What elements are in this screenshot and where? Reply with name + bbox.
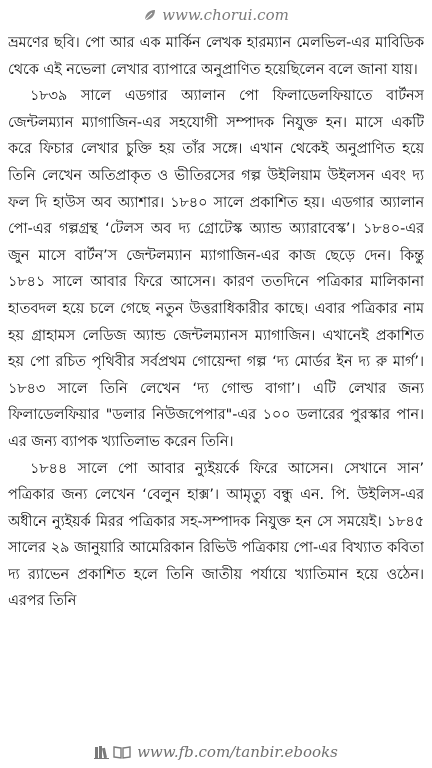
paragraph-2: ১৮৩৯ সালে এডগার অ্যালান পো ফিলাডেলফিয়াতে বার্টনস জেন্টলম্যান ম্যাগাজিন-এর সহযোগী সম্পাদক নিযুক্ত হন। মাসে একটি করে ফিচার লেখার চুক্তি হয় তাঁর সঙ্গে। এখান থেকেই অনুপ্রাণিত হয়ে তিনি লেখেন অতিপ্রাকৃত ও ভীতিরসের গল্প উইলিয়াম উইলসন এবং দ্য ফল দি হাউস অব অ্যাশার। ১৮৪০ সালে প্রকাশিত হয়। এডগার অ্যালান পো-এর গল্পগ্রন্থ ‘টেলস অব দ্য গ্রোটেস্ক অ্যান্ড অ্যারাবেস্ক’। ১৮৪০-এর জুন মাসে বার্টন’স জেন্টলম্যান ম্যাগাজিন-এর কাজ ছেড়ে দেন। কিন্তু ১৮৪১ সালে আবার ফিরে আসেন। কারণ ততদিনে পত্রিকার মালিকানা হাতবদল হয়ে চলে গেছে নতুন উত্তরাধিকারীর কাছে। এবার পত্রিকার নাম হয় গ্রাহামস লেডিজ অ্যান্ড জেন্টলম্যানস ম্যাগাজিন। এখানেই প্রকাশিত হয় পো রচিত পৃথিবীর সর্বপ্রথম গোয়েন্দা গল্প ‘দ্য মোর্ডর ইন দ্য রু মার্গ’। ১৮৪৩ সালে তিনি লেখেন ‘দ্য গোল্ড বাগা’। এটি লেখার জন্য ফিলাডেলফিয়ার "ডলার নিউজপেপার"-এর ১০০ ডলারের পুরস্কার পান। এর জন্য ব্যাপক খ্যাতিলাভ করেন তিনি। — [8, 88, 424, 450]
page-body — [8, 30, 424, 720]
open-book-icon — [113, 745, 131, 759]
paragraph-3: ১৮৪৪ সালে পো আবার ন্যুইয়র্কে ফিরে আসেন। সেখানে সান’ পত্রিকার জন্য লেখেন ‘বেলুন হাক্স’। আমৃত্যু বন্ধু এন. পি. উইলিস-এর অধীনে ন্যুইয়র্ক মিরর পত্রিকার সহ-সম্পাদক নিযুক্ত হন সে সময়েই। ১৮৪৫ সালের ২৯ জানুয়ারি আমেরিকান রিভিউ পত্রিকায় পো-এর বিখ্যাত কবিতা দ্য র‍্যাভেন প্রকাশিত হলে তিনি জাতীয় পর্যায়ে খ্যাতিমান হয়ে ওঠেন। এরপর তিনি — [8, 460, 424, 610]
books-icon — [94, 745, 110, 759]
footer-link[interactable]: www.fb.com/tanbir.ebooks — [137, 743, 338, 761]
header-site-url[interactable]: www.chorui.com — [162, 6, 289, 24]
footer-icons — [94, 745, 131, 759]
paragraph-1: ভ্রমণের ছবি। পো আর এক মার্কিন লেখক হারম্যান মেলভিল-এর মাবিডিক থেকে এই নভেলা লেখার ব্যাপারে অনুপ্রাণিত হয়েছিলেন বলে জানা যায়। — [8, 35, 424, 78]
page-footer — [0, 740, 432, 764]
page-header — [0, 2, 432, 28]
leaf-logo-icon — [143, 8, 157, 22]
